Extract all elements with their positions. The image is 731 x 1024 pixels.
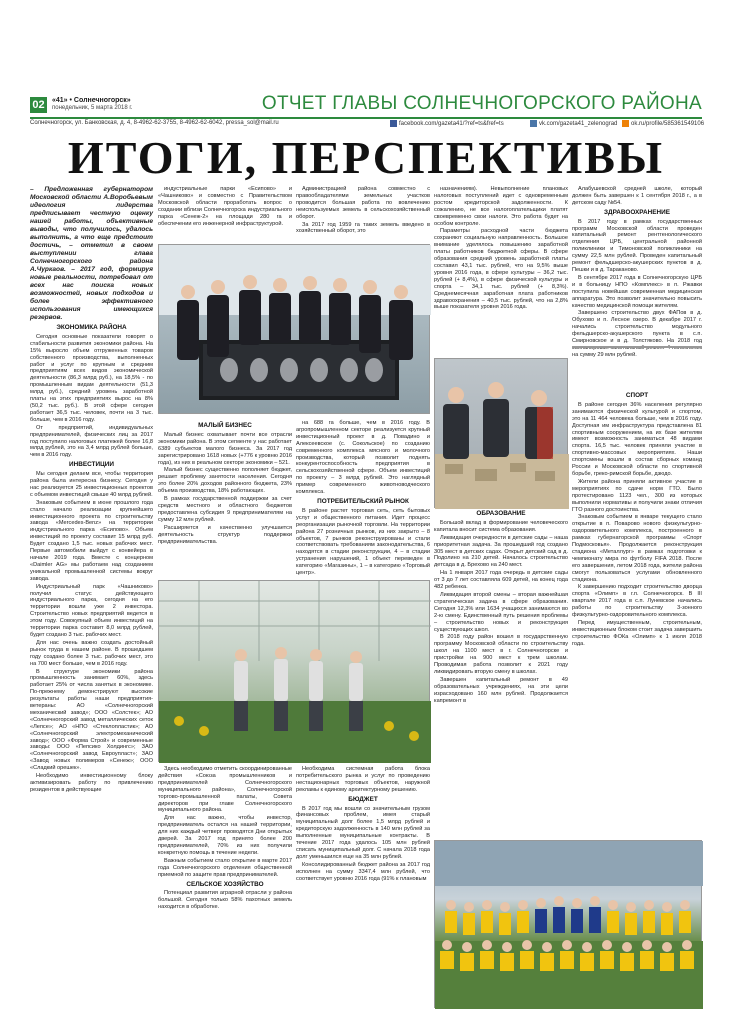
ceremony-photo-illustration (159, 245, 431, 415)
paragraph: В районе растет торговая сеть, сеть бытовых услуг и общественного питания. Идет процесс реорганизации рыночной торговли. На территории района 27 розничных рынков, из них закрыто – 8 объектов, 7 рынков реконструированы и стали соответствовать требованиям законодательства, 6 находятся в стадии реконструкции, 4 – в стадии устранения нарушений, 1 объект переведен в категорию «Магазины», 1 – в категорию «Торговый центр». (296, 507, 430, 577)
paragraph: К завершению подходит строительство дворца спорта «Олимп» в г.п. Солнечногорск. В III квартале 2017 года в с.п. Луневское начались работы по строительству 3-зонного физкультурно-оздоровительного комплекса. (572, 584, 702, 619)
paragraph: Знаковым событием в июне прошлого года стало начало реализации крупнейшего инвестиционного проекта по строительству завода «Mercedes-Benz» на территории индустриального парка «Есипово». Объем инвестиций по проекту составит 15 млрд руб. Будет создано 1,5 тыс. новых рабочих мест. Первые автомобили выйдут с конвейера в начале 2019 года. Вместе с концерном «Daimler AG» мы работаем над созданием уникальной промышленной системы вокруг завода. (30, 499, 153, 582)
column-2-top (158, 186, 292, 244)
paragraph: Завершено строительство двух ФАПов в д. Обухово и п. Лесное озеро. В декабре 2017 г. начались строительство модульного фельдшерско-акушерского пункта в с.п. Смирновское и в д. Толстяково. На 2018 год запланирован капитальный ремонт 4 поликлиник на сумму 29 млн рублей. (572, 310, 702, 358)
paragraph: Параметры расходной части бюджета сохраняют социальную направленность. Большое внимание уделялось повышению заработной платы работников бюджетной сферы. В сфере образования средний уровень заработной платы составил 43,1 тыс. рублей, что на 9,5% выше уровня 2016 года, в сфере культуры – 36,2 тыс. рублей (+ 8,4%), в сфере физической культуры и спорта – 34,1 тыс. рублей (+ 8,3%). Среднемесячная заработная плата работников здравоохранения – 40,5 тыс. рублей, что на 2,8% выше показателя уровня 2016 года. (434, 228, 568, 311)
subheading-investment: ИНВЕСТИЦИИ (69, 461, 114, 469)
paragraph: Администрацией района совместно с правообладателями земельных участков проводится большая работа по вовлечению неиспользуемых земель в сельскохозяйственный оборот. (296, 186, 430, 220)
paragraph: Важным событием стало открытие в марте 2017 года Солнечногорского отделения общественной приемной по защите прав предпринимателей. (158, 857, 292, 878)
section-title: ОТЧЕТ ГЛАВЫ СОЛНЕЧНОГОРСКОГО РАЙОНА (261, 93, 702, 114)
paragraph: Консолидированный бюджет района за 2017 год исполнен на сумму 3347,4 млн рублей, что соответствует уровню 2016 года (91% к плановым (296, 861, 430, 882)
paragraph: Большой вклад в формирование человеческого капитала вносит система образования. (434, 519, 568, 533)
paragraph: В сентябре 2017 года в Солнечногорскую ЦРБ и в больницу НПО «Комплекс» в п. Ржавки поступила новейшая современная медицинская аппаратура. Это позволит значительно повысить качество медицинской помощи жителям. (572, 274, 702, 309)
paragraph: Потенциал развития аграрной отрасли у района большой. Сегодня только 58% пахотных земель находится в обработке. (158, 890, 292, 911)
paragraph: В районе сегодня 36% населения регулярно занимаются физической культурой и спортом, это на 11 464 человека больше, чем в 2016 году. Доступная им инфраструктура представлена 81 спортивным сооружением, на их базе жителям имеют возможность заниматься 48 видами спорта. 16,5 тыс. человек приняли участие в спортивно-массовых мероприятиях. Наши спортсмены вошли в состав сборных команд России и Московской области по спортивной борьбе, греко-римской борьбе, дзюдо. (572, 401, 702, 477)
model-photo (434, 358, 568, 508)
model-photo-illustration (435, 359, 569, 509)
paragraph: За 2017 год 1959 га таких земель введено в хозяйственный оборот, это (296, 221, 430, 235)
paragraph: индустриальные парки «Есипово» и «Чашниково» и совместно с Правительством Московской области проработать вопрос о создании вблизи Солнечногорска индустриального парка «Сенеж-2» на площади 280 га и обеспечении его инженерной инфраструктурой. (158, 186, 292, 227)
column-1 (30, 186, 153, 1006)
paragraph: Сегодня основные показатели говорят о стабильности развития экономики района. На 15% выросло объем отгруженных товаров собственного производства, выполненных работ и услуг по крупным и средним предприятиям всех видов экономической деятельности (86,3 млрд руб.), на 18,5% - по промышленным видам деятельности (51,3 млрд руб.), средний уровень заработной платы на этих предприятиях вырос на 8% (50,2 тыс. руб.). В этой сфере сегодня работает 36,5 тыс. человек, почти на 3 тыс. больше, чем в 2016 году. (30, 333, 153, 423)
paragraph: Для нас очень важно создать достойный рынок труда в нашем районе. В прошедшем году создано более 3 тыс. рабочих мест, это на 700 мест больше, чем в 2016 году. (30, 639, 153, 667)
column-3-bottom (296, 766, 430, 1006)
column-5-bottom (572, 390, 702, 830)
paragraph: Жители района приняли активное участие в мероприятиях по сдаче норм ГТО. Было протестировано 1123 чел., 300 из которых выполнили нормативы и получили знаки отличия ГТО разного достоинства. (572, 478, 702, 513)
column-5-top (572, 186, 702, 358)
paragraph: В 2017 году в рамках государственных программ Московской области проведен капитальный ремонт рентгенологического отделения ЦРБ, центральной районной поликлиники и Тимоновской поликлиники на сумму 22,5 млн рублей. Проведен капитальный ремонт фельдшерско-акушерских пунктов в д. Пешки и в д. Тараканово. (572, 218, 702, 273)
issue-date: понедельник, 5 марта 2018 г. (52, 105, 133, 111)
paragraph: Индустриальный парк «Чашниково» получил статус действующего индустриального парка, сегодня на его территории вошли уже 2 инвестора. Строительство новых предприятий ведется в этом году. Совокупный объем инвестиций на территории парка составит 8,0 млрд рублей, будет создано 3 тыс. рабочих мест. (30, 583, 153, 638)
paragraph: Необходима системная работа блока потребительского рынка и услуг по проведению нестационарных торговых объектов, наружной рекламы к единому архитектурному решению. (296, 766, 430, 793)
facebook-link[interactable]: facebook.com/gazeta41/?ref=ts&fref=ts (390, 120, 504, 127)
subheading-agriculture: СЕЛЬСКОЕ ХОЗЯЙСТВО (186, 880, 264, 888)
ok-icon (622, 120, 629, 127)
ok-link[interactable]: ok.ru/profile/585361549106 (622, 120, 704, 127)
paragraph: назначениям). Невыполнение плановых налоговых поступлений идет с одновременным ростом кредиторской задолженности. К сожалению, не все налогоплательщики платят своевременно свои налоги. Это работа будет на особом контроле. (434, 186, 568, 227)
page-number: 02 (30, 97, 47, 113)
lead-paragraph: – Предложенная губернатором Московской области А.Воробьевым идеология лидерства предписывает честную оценку нашей работы, объективные выводы, что получилось, удалось выполнить, а что еще предстоит достичь, – отметил в своем выступлении глава Солнечногорского района А.Чуркаов. – 2017 год, формируя новые реальности, потребовал от всех нас поиска новых возможностей, новых подходов и более эффективного использования имеющихся резервов. (30, 186, 153, 321)
vk-link[interactable]: vk.com/gazeta41_zelenograd (530, 120, 617, 127)
paragraph: Мы сегодня делаем все, чтобы территория района была интересна бизнесу. Сегодня у нас реализуется 25 инвестиционных проектов с объемом инвестиций свыше 40 млрд рублей. (30, 471, 153, 498)
paragraph: В 2017 год мы вошли со значительным грузом финансовых проблем, имея старый муниципальный долг более 1,5 млрд рублей и кредиторскую задолженность в 140 млн рублей за выполненные муниципальные контракты. В течение 2017 года удалось 105 млн рублей списать муниципальный долг. С начала 2018 года долг уменьшился еще на 35 млн рублей. (296, 805, 430, 860)
paragraph: Здесь необходимо отметить скоординированные действия «Союза промышленников и предпринимателей Солнечногорского муниципального района», Солнечногорской торгово-промышленной палаты, Совета директоров при главе Солнечногорского муниципального района. (158, 766, 292, 814)
paper-name: «41» • Солнечногорск» (52, 97, 131, 104)
greenhouse-photo (158, 580, 430, 762)
football-team-illustration (435, 841, 703, 1009)
column-3-top (296, 186, 430, 244)
paragraph: В 2018 году район вошел в государственную программу Московской области по строительству школ на 1100 мест в г. Солнечногорске и пристройки на 900 мест к трем школам. Проводимая работа позволит к 2021 году ликвидировать вторую смену в школах. (434, 634, 568, 675)
doctors-photo-anchor (572, 346, 702, 348)
subheading-budget: БЮДЖЕТ (348, 795, 378, 803)
paragraph: Ликвидация второй смены – вторая важнейшая стратегическая задача в сфере образования. Сегодня 12,3% или 1634 учащихся занимаются во 2-ю смену. Единственный путь решения проблемы – строительство новых и реконструкция существующих школ. (434, 591, 568, 633)
subheading-consumer-market: ПОТРЕБИТЕЛЬСКИЙ РЫНОК (317, 497, 409, 505)
vk-icon (530, 120, 537, 127)
subheading-small-business: МАЛЫЙ БИЗНЕС (198, 422, 252, 429)
paragraph: на 688 га больше, чем в 2016 году. В агропромышленном секторе реализуется крупный инвестиционный проект в д. Повадино и Алексеевское (с. Сокольское) по созданию современного комплекса мясного и молочного производства, который позволит поднять конкурентоспособность предприятия в сельскохозяйственной сфере. Объем инвестиций по проекту – 3 млрд рублей. Это наглядный пример современного животноводческого комплекса. (296, 420, 430, 496)
column-3-middle (296, 420, 430, 575)
paragraph: Знаковым событием в январе текущего стало открытие в п. Поварово нового физкультурно-оздоровительного комплекса, построенного в рамках губернаторской программы «Спорт Подмосковья». Продолжается реконструкция стадиона «Металлург» в рамках подготовки к чемпионату мира по футболу FIFA 2018. После его завершения, летом 2018 года, жители района смогут пользоваться услугами обновленного стадиона. (572, 514, 702, 583)
paragraph: На 1 января 2017 года очередь в детские сады от 3 до 7 лет составляла 609 детей, на конец года 482 ребенка. (434, 570, 568, 591)
paragraph: Для нас важно, чтобы инвестор, предприниматель остался на нашей территории, для них каждый четверг проводятся Дни открытых дверей. За 2017 год принято более 200 предпринимателей, 70% из них получили конкретную помощь в течение недели. (158, 815, 292, 856)
column-2-middle (158, 420, 292, 575)
column-4-top (434, 186, 568, 354)
paragraph: Расширяется и качественно улучшается деятельность структур поддержки предпринимательства. (158, 524, 292, 545)
subheading-education: ОБРАЗОВАНИЕ (476, 510, 526, 517)
paragraph: От предприятий, индивидуальных предпринимателей, физических лиц за 2017 год поступило налоговых платежей более 16,8 млрд рублей, это на 3,4 млрд рублей больше, чем в 2016 году. (30, 424, 153, 459)
paragraph: Перед имущественным, строительным, инвестиционным блоком стоит задача завершить строительство ФОКа «Олимп» к 1 июля 2018 года. (572, 620, 702, 647)
main-headline: ИТОГИ, ПЕРСПЕКТИВЫ (67, 132, 665, 183)
contact-address: Солнечногорск, ул. Банковская, д. 4, 8-4962-62-3755, 8-4962-62-6042, pressa_sol@mail.ru (30, 120, 279, 126)
subheading-sport: СПОРТ (625, 392, 649, 399)
greenhouse-photo-illustration (159, 581, 431, 763)
header-divider (30, 117, 702, 119)
page-header (30, 93, 702, 115)
paragraph: Необходимо инвестиционному блоку активизировать работу по привлечению резидентов в действующие (30, 773, 153, 793)
paragraph: Алабушевской средней школе, который должен быть завершен к 1 сентября 2018 г., а в детском саду №54. (572, 186, 702, 206)
paragraph: Ликвидация очередности в детские сады – наша приоритетная задача. За прошедший год создано 305 мест в детских садах. Открыт детский сад в д. Подолино на 210 детей. Началось строительство детсада в д. Брехово на 240 мест. (434, 534, 568, 569)
paragraph: Малый бизнес существенно пополняет бюджет, решает проблему занятости населения. Сегодня это более 20% доходов районного бюджета, 23% объема производства, 18% работающих. (158, 467, 292, 495)
paragraph: Малый бизнес охватывает почти все отрасли экономики района. В этом сегменте у нас работает 6389 субъектов малого бизнеса. За 2017 год зарегистрировано 1618 новых (+776 к уровню 2016 года), из них в реальном секторе экономики – 521. (158, 431, 292, 466)
football-team-photo (434, 840, 702, 1008)
column-2-bottom (158, 766, 292, 1006)
facebook-icon (390, 120, 397, 127)
column-4-bottom (434, 508, 568, 838)
paragraph: Завершен капитальный ремонт в 49 образовательных учреждениях, на эти цели израсходовано 160 млн рублей. Продолжается капремонт в (434, 676, 568, 704)
subheading-economy: ЭКОНОМИКА РАЙОНА (56, 324, 127, 331)
ceremony-photo (158, 244, 430, 414)
paragraph: В рамках государственной поддержки за счет средств местного и областного бюджетов предоставлена субсидия 9 предпринимателям на сумму 12 млн рублей. (158, 496, 292, 523)
contacts-line (30, 120, 705, 130)
paragraph: В структуре экономики района промышленность занимает 60%, здесь работает 25% от числа занятых в экономике. По-прежнему демонстрируют высокие результаты работы наши предприятия-ветераны: АО «Солнечногорский механический завод»; ООО «Солстек»; АО «Солнечногорский завод металлических сеток «Лепсе»; АО «НПО «Стеклопластик»; АО «Солнечногорский электромеханический завод»; ООО «Форма Строй» и современные заводы: ООО «Пепсико Холдингс»; ЗАО «Солнечногорский завод Евроупласт»; ЗАО «Завод новых полимеров «Сенеж»; ООО «Сладкий орешек». (30, 668, 153, 772)
subheading-healthcare: ЗДРАВООХРАНЕНИЕ (604, 208, 670, 216)
